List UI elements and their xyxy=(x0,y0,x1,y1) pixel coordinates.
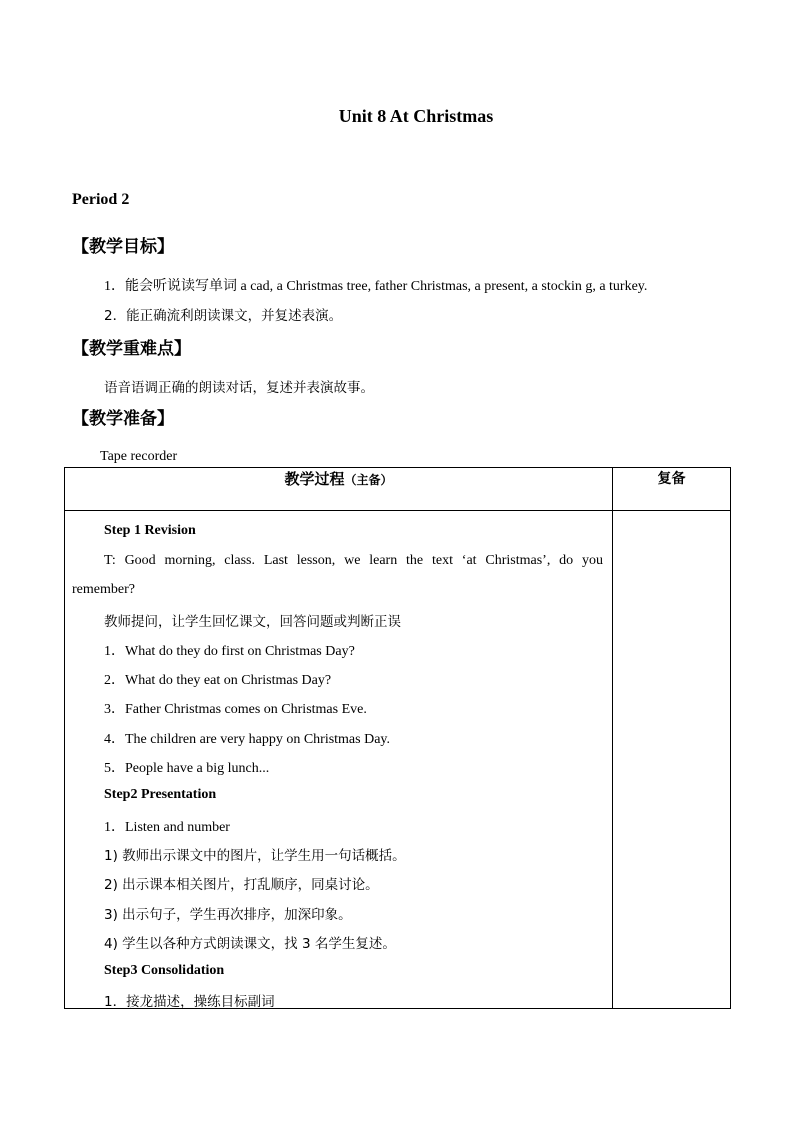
process-line: remember? xyxy=(72,582,135,597)
process-header xyxy=(65,468,613,511)
period-label: Period 2 xyxy=(72,191,130,208)
revision-header: 复备 xyxy=(613,468,731,511)
preparation-text: Tape recorder xyxy=(100,449,178,464)
process-content-cell xyxy=(65,511,613,1009)
revision-cell xyxy=(613,511,731,1009)
process-line: 1) 教师出示课文中的图片，让学生用一句话概括。 xyxy=(104,848,406,864)
process-header-note: （主备） xyxy=(344,473,393,487)
process-line: 1．接龙描述，操练目标副词 xyxy=(104,994,275,1010)
process-line: 1．What do they do first on Christmas Day? xyxy=(104,644,355,659)
process-line: 4．The children are very happy on Christmas Day. xyxy=(104,732,391,747)
objective-item: 2．能正确流利朗读课文，并复述表演。 xyxy=(104,308,343,324)
process-line: T: Good morning, class. Last lesson, we learn the text ‘at Christmas’, do you xyxy=(104,553,603,568)
process-line: 教师提问，让学生回忆课文，回答问题或判断正误 xyxy=(104,614,401,630)
process-line: 1．Listen and number xyxy=(104,820,230,835)
key-points-text: 语音语调正确的朗读对话，复述并表演故事。 xyxy=(104,380,374,396)
lesson-process-table xyxy=(64,467,731,1009)
process-line: 3．Father Christmas comes on Christmas Eve. xyxy=(104,702,367,717)
step-heading: Step 1 Revision xyxy=(104,523,196,538)
process-header-label: 教学过程 xyxy=(284,470,345,488)
step-heading: Step3 Consolidation xyxy=(104,963,225,978)
step-heading: Step2 Presentation xyxy=(104,787,217,802)
document-title: Unit 8 At Christmas xyxy=(338,106,494,126)
objective-item: 1．能会听说读写单词 a cad, a Christmas tree, father Christmas, a present, a stockin g, a turkey. xyxy=(104,279,648,294)
process-line: 2) 出示课本相关图片，打乱顺序，同桌讨论。 xyxy=(104,877,379,893)
key-points-heading: 【教学重难点】 xyxy=(72,339,191,359)
process-line: 2．What do they eat on Christmas Day? xyxy=(104,673,332,688)
objectives-heading: 【教学目标】 xyxy=(72,237,174,257)
process-line: 3) 出示句子，学生再次排序，加深印象。 xyxy=(104,907,352,923)
preparation-heading: 【教学准备】 xyxy=(72,409,174,429)
process-line: 5．People have a big lunch... xyxy=(104,761,270,776)
process-line: 4) 学生以各种方式朗读课文，找 3 名学生复述。 xyxy=(104,936,396,952)
